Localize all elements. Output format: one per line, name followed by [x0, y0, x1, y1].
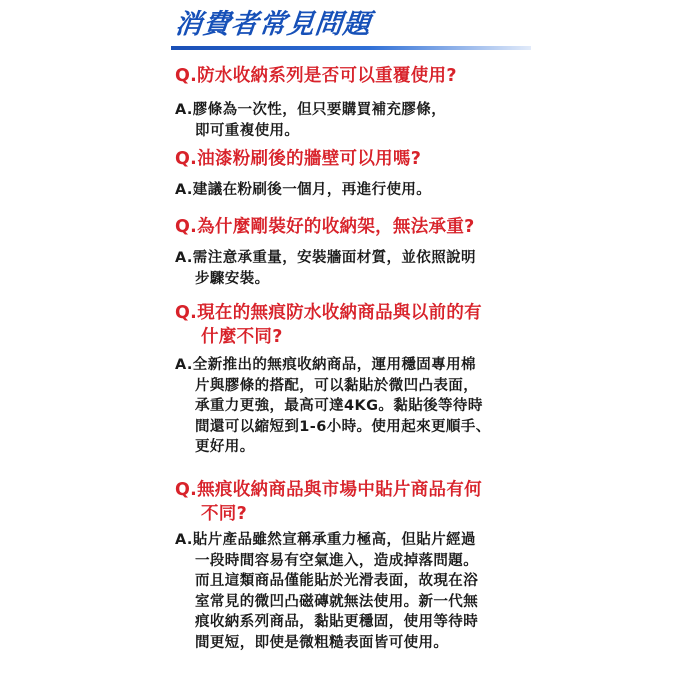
faq-answer-line: 片與膠條的搭配，可以黏貼於微凹凸表面，: [195, 377, 479, 394]
faq-answer-line: A.膠條為一次性，但只要購買補充膠條，: [175, 102, 447, 118]
faq-answer-line: 即可重複使用。: [195, 122, 300, 139]
faq-question: [175, 478, 482, 526]
faq-answer-line: A.建議在粉刷後一個月，再進行使用。: [175, 182, 432, 198]
faq-answer-line: A.需注意承重量，安裝牆面材質，並依照說明: [175, 250, 476, 266]
faq-question-line: Q.油漆粉刷後的牆壁可以用嗎?: [175, 149, 422, 169]
faq-answer: [175, 355, 491, 458]
page-title: 消費者常見問題: [173, 9, 373, 40]
faq-answer-line: 一段時間容易有空氣進入，造成掉落問題。: [195, 552, 479, 569]
faq-answer: [175, 180, 431, 201]
faq-question-line: Q.無痕收納商品與市場中貼片商品有何: [175, 480, 482, 500]
faq-answer-line: 承重力更強，最高可達4KG。黏貼後等待時: [195, 398, 483, 414]
faq-answer-line: 痕收納系列商品，黏貼更穩固，使用等待時: [195, 614, 479, 630]
faq-answer-line: 室常見的微凹凸磁磚就無法使用。新一代無: [195, 593, 479, 610]
faq-question-line: Q.現在的無痕防水收納商品與以前的有: [175, 303, 482, 323]
page-header: [171, 8, 531, 52]
faq-question: [175, 64, 457, 88]
faq-question-line: Q.防水收納系列是否可以重覆使用?: [175, 66, 457, 86]
title-underline: [171, 46, 531, 50]
faq-question-line: Q.為什麼剛裝好的收納架，無法承重?: [175, 217, 475, 237]
faq-question: [175, 301, 482, 349]
faq-answer: [175, 248, 476, 289]
faq-question: [175, 215, 475, 239]
faq-answer-line: 而且這類商品僅能貼於光滑表面，故現在浴: [195, 573, 479, 589]
faq-question-line: 不同?: [201, 504, 248, 524]
faq-answer-line: 間還可以縮短到1-6小時。使用起來更順手、: [195, 418, 491, 435]
faq-answer-line: 步驟安裝。: [195, 270, 270, 287]
faq-answer-line: 間更短，即使是微粗糙表面皆可使用。: [195, 634, 449, 651]
faq-answer-line: A.全新推出的無痕收納商品，運用穩固專用棉: [175, 357, 476, 373]
faq-question-line: 什麼不同?: [201, 327, 283, 347]
faq-answer-line: A.貼片產品雖然宣稱承重力極高，但貼片經過: [175, 532, 476, 548]
faq-question: [175, 147, 421, 171]
faq-answer: [175, 530, 478, 653]
faq-answer: [175, 100, 446, 141]
faq-answer-line: 更好用。: [195, 439, 255, 455]
